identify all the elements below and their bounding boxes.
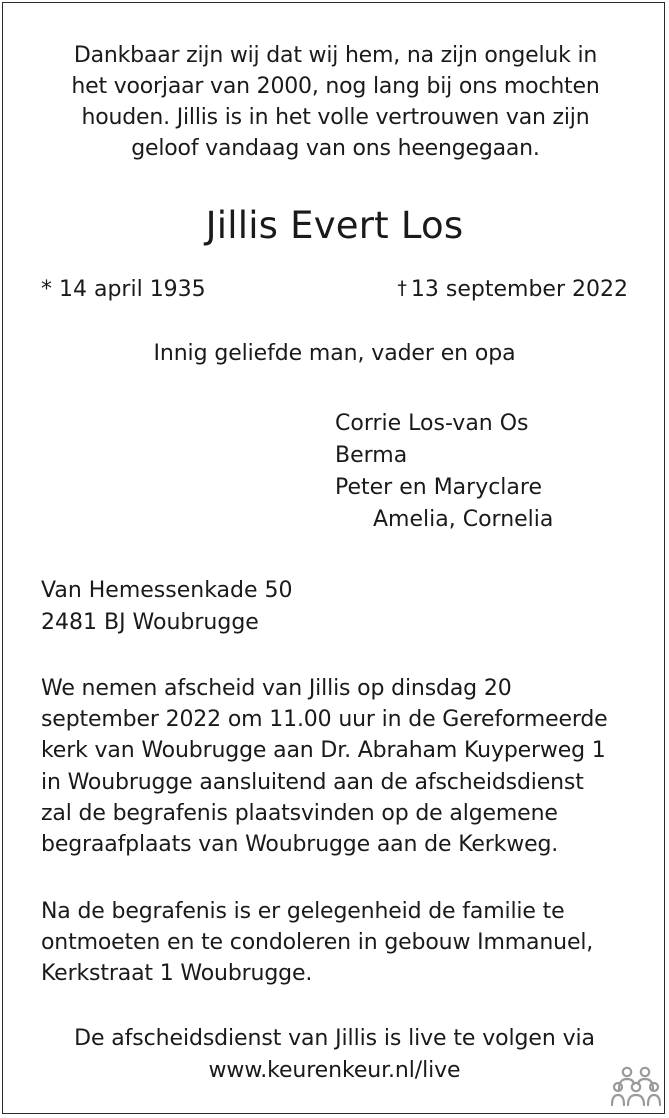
deceased-name: Jillis Evert Los (205, 204, 464, 247)
death-date: 13 september 2022 (410, 277, 628, 302)
cross-icon: † (397, 277, 407, 299)
intro-line: geloof vandaag van ons heengegaan. (131, 136, 540, 161)
paragraph-line: Na de begrafenis is er gelegenheid de familie te (41, 899, 565, 924)
paragraph-line: ontmoeten en te condoleren in gebouw Immanuel, (41, 930, 594, 956)
death-date-block (397, 275, 628, 305)
family-list (335, 408, 553, 536)
birth-date: * 14 april 1935 (41, 277, 206, 302)
intro-line: houden. Jillis is in het volle vertrouwen van zijn (81, 105, 590, 130)
paragraph-line: Kerkstraat 1 Woubrugge. (41, 961, 313, 987)
paragraph-line: in Woubrugge aansluitend aan de afscheidsdienst (41, 769, 584, 795)
livestream-url: www.keurenkeur.nl/live (208, 1058, 461, 1083)
relationship-line: Innig geliefde man, vader en opa (153, 341, 516, 366)
paragraph-line: We nemen afscheid van Jillis op dinsdag 20 (41, 676, 512, 701)
intro-line: Dankbaar zijn wij dat wij hem, na zijn ongeluk in (73, 43, 598, 68)
grandchildren: Amelia, Cornelia (373, 507, 554, 532)
family-member: Berma (335, 443, 408, 468)
paragraph-line: zal de begrafenis plaatsvinden op de algemene (41, 800, 558, 826)
address-street: Van Hemessenkade 50 (41, 578, 293, 603)
livestream-text: De afscheidsdienst van Jillis is live te volgen via (74, 1026, 595, 1051)
obituary-card (2, 2, 665, 1114)
paragraph-line: kerk van Woubrugge aan Dr. Abraham Kuyperweg 1 (41, 738, 606, 764)
paragraph-line: september 2022 om 11.00 uur in de Gereformeerde (41, 707, 608, 733)
family-member: Corrie Los-van Os (335, 411, 529, 436)
family-member: Peter en Maryclare (335, 475, 543, 500)
farewell-paragraph (41, 673, 608, 860)
people-group-icon (611, 1065, 661, 1109)
livestream-note (3, 1023, 666, 1087)
paragraph-line: begraafplaats van Woubrugge aan de Kerkweg. (41, 832, 559, 858)
correspondence-address (41, 575, 293, 639)
intro-text (23, 40, 648, 164)
condolence-paragraph (41, 896, 593, 990)
address-city: 2481 BJ Woubrugge (41, 610, 259, 635)
intro-line: het voorjaar van 2000, nog lang bij ons mochten (71, 74, 600, 99)
